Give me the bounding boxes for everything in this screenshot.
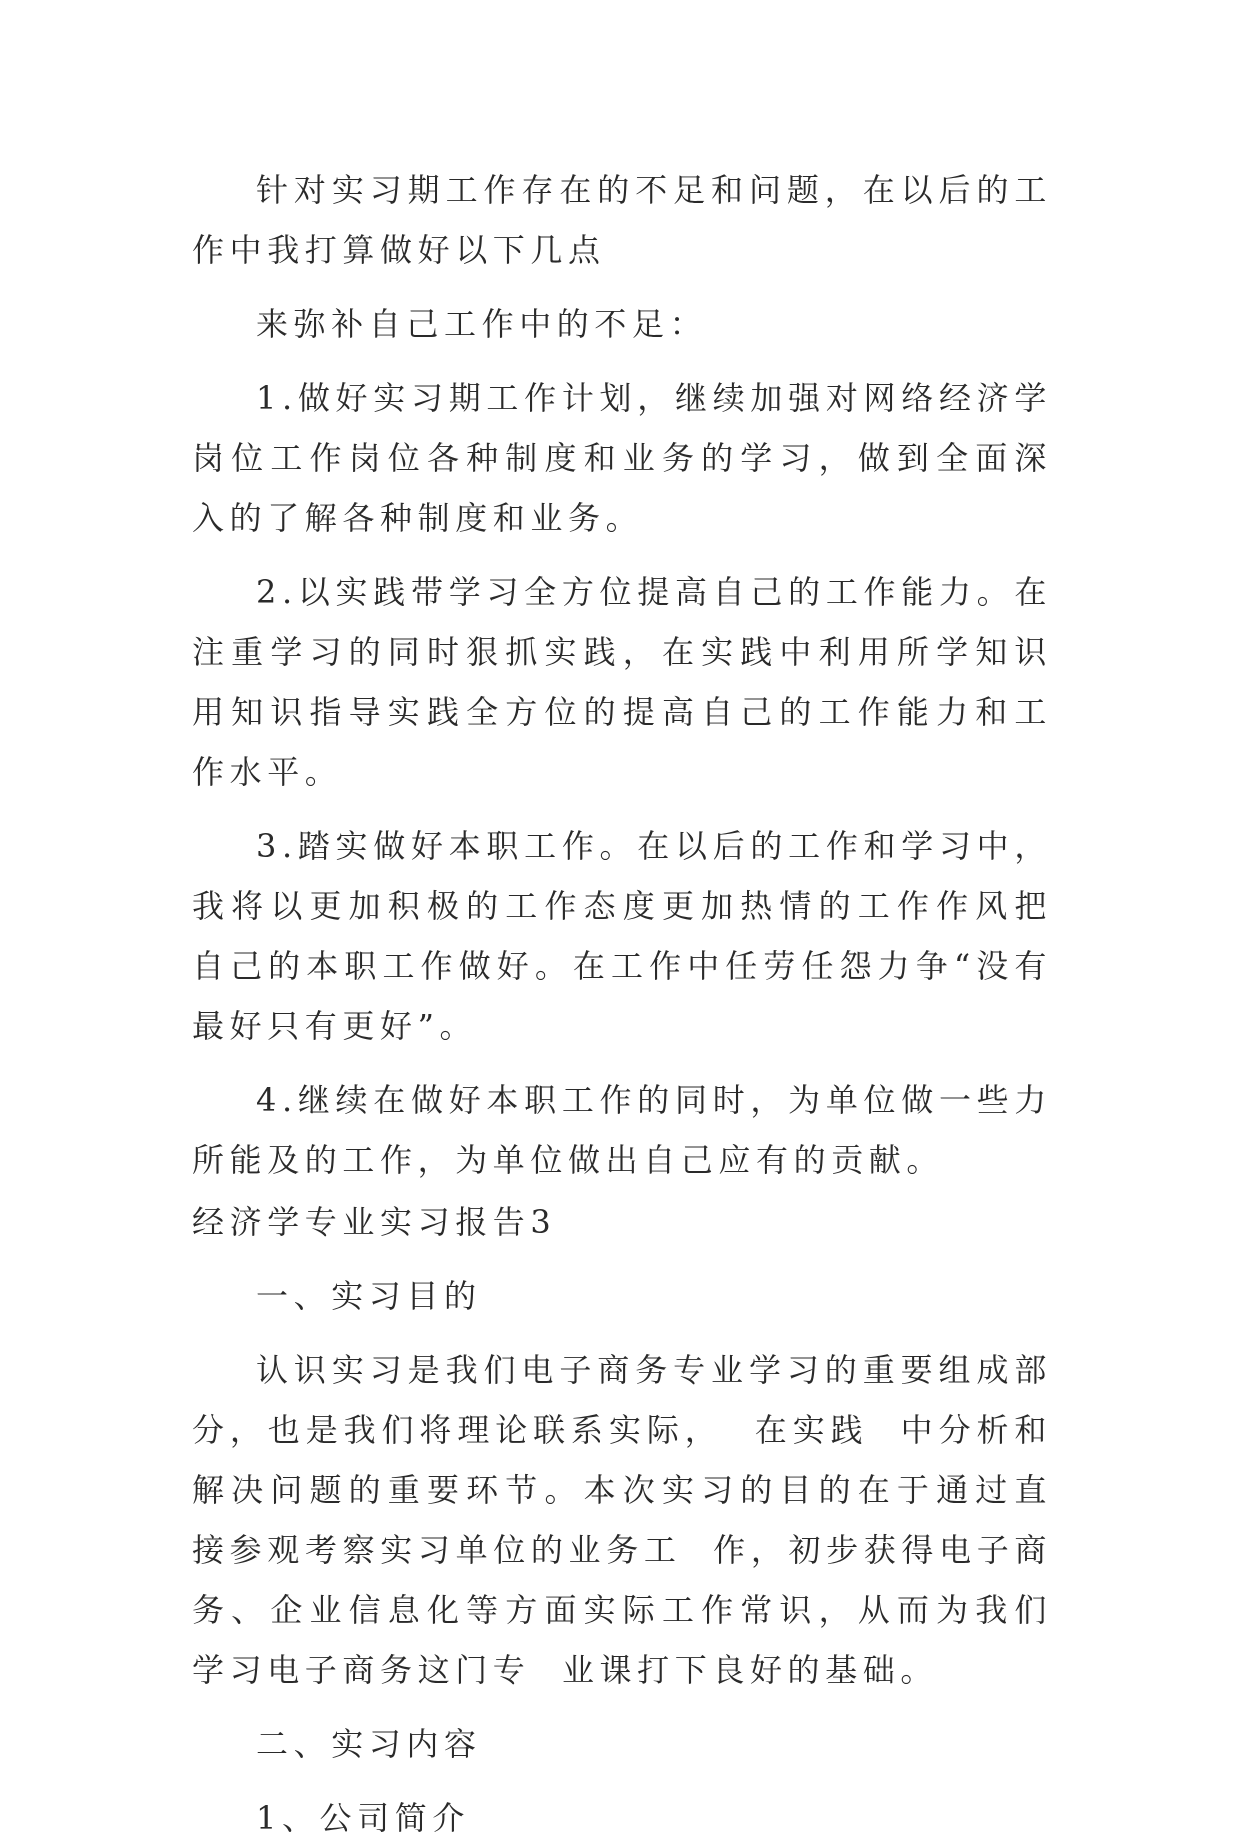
section-1-body: 认识实习是我们电子商务专业学习的重要组成部分，也是我们将理论联系实际， 在实践 中分析和解决问题的重要环节。本次实习的目的在于通过直接参观考察实习单位的业务工 作，初步获得电子商务、企业信息化等方面实际工作常识，从而为我们学习电子商务这门专 业课打下良好的基础。 (192, 1351, 1052, 1689)
section-2-heading: 二、实习内容 (256, 1725, 482, 1763)
paragraph-item-2: 2.以实践带学习全方位提高自己的工作能力。在注重学习的同时狠抓实践，在实践中利用所学知识用知识指导实践全方位的提高自己的工作能力和工作水平。 (192, 573, 1052, 791)
paragraph-item-3: 3.踏实做好本职工作。在以后的工作和学习中，我将以更加积极的工作态度更加热情的工作作风把自己的本职工作做好。在工作中任劳任怨力争“没有最好只有更好”。 (192, 827, 1052, 1045)
paragraph-intro-continued: 来弥补自己工作中的不足： (256, 305, 708, 343)
paragraph-item-1: 1.做好实习期工作计划，继续加强对网络经济学岗位工作岗位各种制度和业务的学习，做到全面深入的了解各种制度和业务。 (192, 379, 1052, 537)
section-1-heading: 一、实习目的 (256, 1277, 482, 1315)
paragraph-intro: 针对实习期工作存在的不足和问题，在以后的工作中我打算做好以下几点 (192, 171, 1052, 269)
report-title: 经济学专业实习报告3 (192, 1203, 557, 1241)
document-body (192, 160, 1052, 1848)
paragraph-item-4: 4.继续在做好本职工作的同时，为单位做一些力所能及的工作，为单位做出自己应有的贡献。 (192, 1081, 1052, 1179)
section-2-item-1: 1、公司简介 (256, 1799, 470, 1837)
